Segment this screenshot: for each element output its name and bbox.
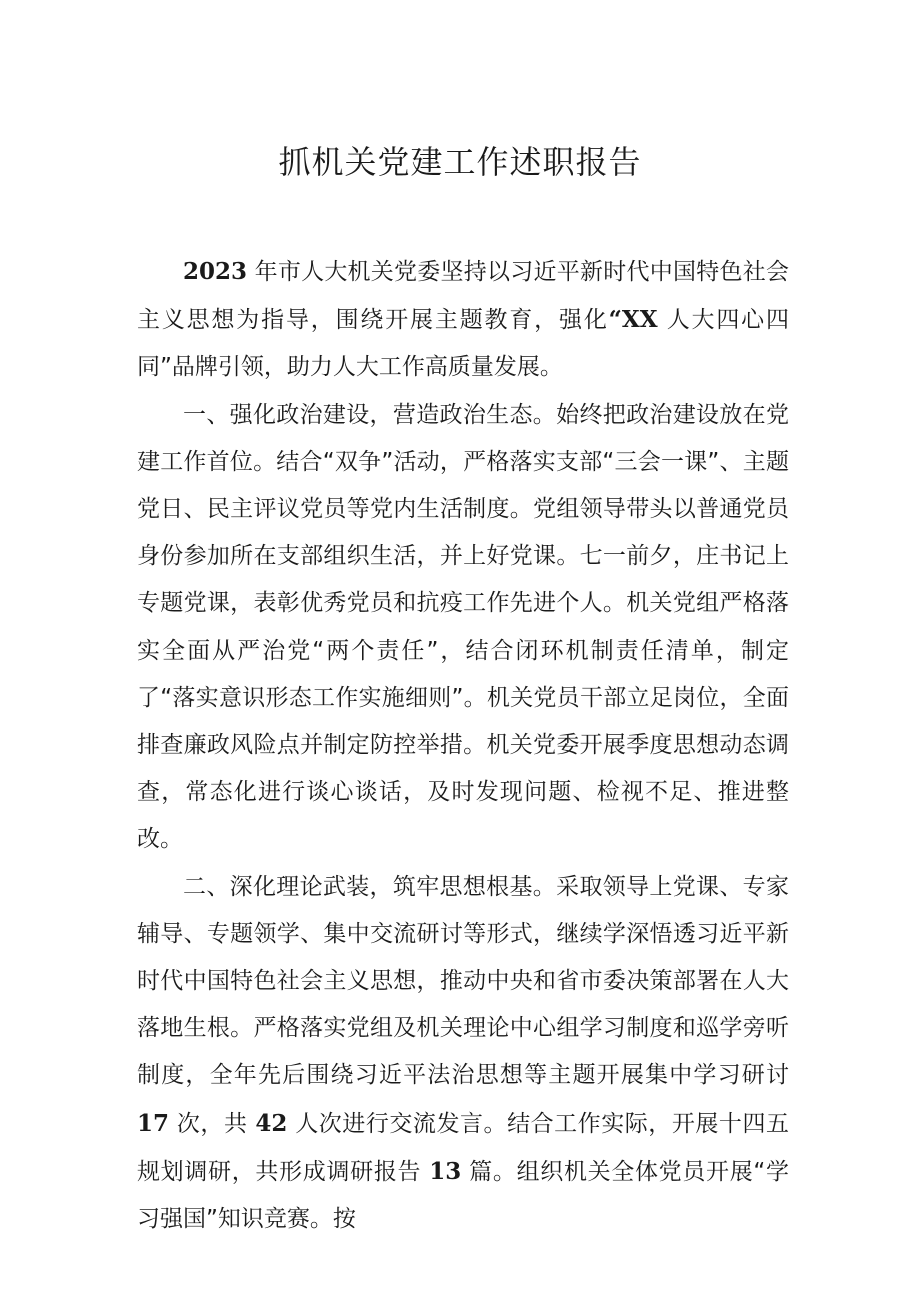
text-run: 年市人大机关党委坚持以习近平新时代中国特色社会主义思想为指导，围绕开展主题教育，强化	[137, 259, 789, 334]
text-run: 人大四心四同”品牌引领，助力人大工作高质量发展。	[137, 307, 790, 381]
text-run: 次，共	[169, 1110, 256, 1137]
numeric-run: 42	[255, 1109, 288, 1137]
numeric-run: 13	[429, 1157, 462, 1185]
numeric-run: 17	[137, 1109, 170, 1137]
text-run: 篇。组织机关全体党员开展“学习强国”知识竞赛。按	[137, 1158, 790, 1233]
document-body	[137, 248, 789, 1243]
numeric-run: 2023	[183, 258, 248, 285]
paragraph	[137, 392, 789, 864]
paragraph	[137, 248, 789, 392]
text-run: 二、深化理论武装，筑牢思想根基。采取领导上党课、专家辅导、专题领学、集中交流研讨等形式，继续学深悟透习近平新时代中国特色社会主义思想，推动中央和省市委决策部署在人大落地生根。严格落实党组及机关理论中心组学习制度和巡学旁听制度，全年先后围绕习近平法治思想等主题开展集中学习研讨	[137, 873, 789, 1089]
document-title: 抓机关党建工作述职报告	[278, 143, 642, 181]
text-run: 人次进行交流发言。结合工作实际，开展十四五规划调研，共形成调研报告	[137, 1110, 790, 1185]
numeric-run: “XX	[608, 306, 658, 334]
paragraph	[137, 864, 789, 1244]
text-run: 一、强化政治建设，营造政治生态。始终把政治建设放在党建工作首位。结合“双争”活动，严格落实支部“三会一课”、主题党日、民主评议党员等党内生活制度。党组领导带头以普通党员身份参加所在支部组织生活，并上好党课。七一前夕，庄书记上专题党课，表彰优秀党员和抗疫工作先进个人。机关党组严格落实全面从严治党“两个责任”，结合闭环机制责任清单，制定了“落实意识形态工作实施细则”。机关党员干部立足岗位，全面排查廉政风险点并制定防控举措。机关党委开展季度思想动态调查，常态化进行谈心谈话，及时发现问题、检视不足、推进整改。	[137, 401, 789, 853]
